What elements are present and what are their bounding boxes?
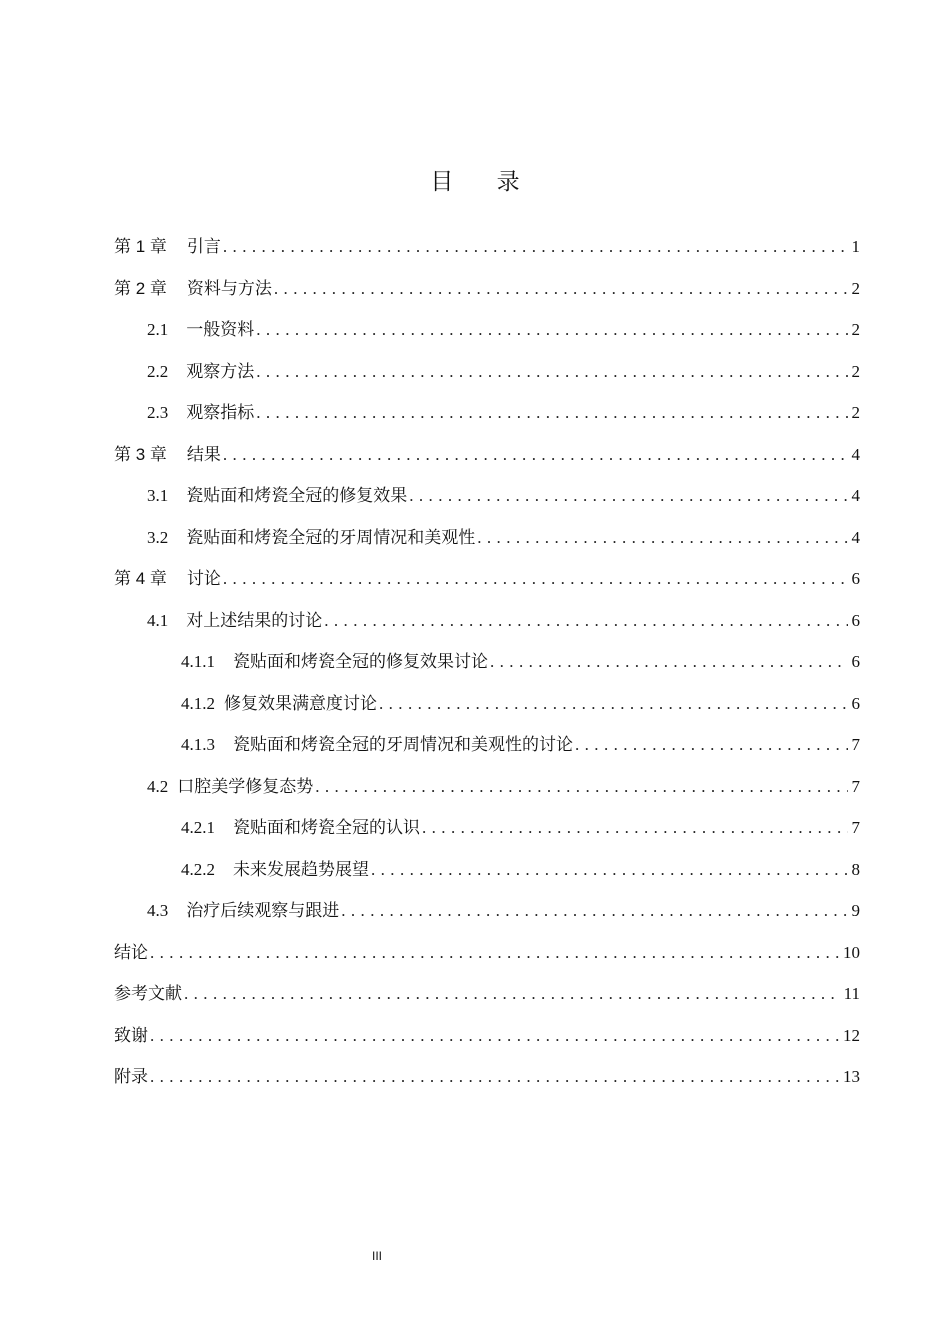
toc-entry-references[interactable] — [114, 983, 860, 1025]
toc-entry-page: 11 — [843, 984, 860, 1003]
toc-entry-page: 1 — [851, 237, 860, 256]
toc-entry-label: 引言 — [186, 237, 221, 256]
toc-entry-conclusion[interactable] — [114, 942, 860, 984]
toc-entry-4-2-1[interactable] — [114, 817, 860, 859]
toc-entry-3-2[interactable] — [114, 527, 860, 569]
toc-entry-label: 致谢 — [114, 1025, 148, 1045]
toc-entry-page: 4 — [851, 527, 860, 547]
toc-entry-number: 2.2 — [147, 361, 169, 381]
toc-entry-number: 第 3 章 — [114, 444, 167, 464]
toc-dot-leader — [256, 402, 847, 424]
toc-entry-label: 资料与方法 — [186, 278, 272, 298]
toc-entry-page: 13 — [843, 1067, 860, 1086]
toc-entry-page: 12 — [843, 1025, 860, 1045]
toc-entry-page: 10 — [843, 942, 860, 962]
toc-entry-4-2-2[interactable] — [114, 859, 860, 901]
toc-entry-number: 第 4 章 — [114, 569, 167, 588]
toc-entry-page: 6 — [851, 569, 860, 588]
toc-entry-number: 3.2 — [147, 527, 169, 547]
toc-entry-page: 4 — [851, 444, 860, 464]
toc-dot-leader — [223, 236, 848, 258]
toc-entry-2-3[interactable] — [114, 402, 860, 444]
toc-entry-page: 2 — [851, 361, 860, 381]
footer-page-number: III — [371, 1249, 382, 1263]
toc-dot-leader — [422, 817, 848, 839]
toc-entry-chapter-2[interactable] — [114, 278, 860, 320]
toc-entry-number: 4.2 — [147, 776, 169, 796]
toc-entry-label: 瓷贴面和烤瓷全冠的修复效果讨论 — [233, 652, 488, 671]
toc-entry-page: 7 — [851, 818, 860, 837]
toc-dot-leader — [341, 900, 847, 922]
toc-entry-4-1-2[interactable] — [114, 693, 860, 735]
toc-entry-page: 6 — [851, 610, 860, 630]
toc-dot-leader — [256, 361, 847, 383]
toc-entry-number: 4.2.1 — [181, 818, 215, 837]
toc-entry-page: 4 — [851, 486, 860, 505]
toc-entry-3-1[interactable] — [114, 485, 860, 527]
toc-entry-page: 6 — [851, 652, 860, 671]
toc-entry-page: 9 — [851, 901, 860, 920]
toc-entry-page: 8 — [851, 859, 860, 879]
toc-entry-label: 观察方法 — [186, 361, 255, 381]
toc-entry-4-3[interactable] — [114, 900, 860, 942]
toc-entry-2-2[interactable] — [114, 361, 860, 403]
toc-entry-label: 结论 — [114, 942, 148, 962]
toc-entry-chapter-1[interactable] — [114, 236, 860, 278]
toc-entry-label: 未来发展趋势展望 — [233, 859, 369, 879]
toc-dot-leader — [274, 278, 848, 300]
toc-title: 目 录 — [430, 169, 538, 195]
toc-entry-number: 4.2.2 — [181, 859, 215, 879]
toc-entry-number: 4.1.2 — [181, 693, 215, 713]
toc-dot-leader — [256, 319, 847, 341]
toc-entry-label: 口腔美学修复态势 — [177, 776, 314, 796]
toc-dot-leader — [371, 859, 848, 881]
toc-entry-number: 第 1 章 — [114, 237, 167, 256]
toc-entry-number: 第 2 章 — [114, 278, 167, 298]
toc-entry-page: 7 — [851, 735, 860, 754]
table-of-contents — [114, 236, 860, 1108]
toc-entry-label: 一般资料 — [186, 320, 255, 339]
toc-entry-label: 瓷贴面和烤瓷全冠的认识 — [233, 818, 420, 837]
toc-entry-2-1[interactable] — [114, 319, 860, 361]
toc-entry-number: 4.1.1 — [181, 652, 215, 671]
toc-entry-page: 2 — [851, 320, 860, 339]
toc-entry-label: 参考文献 — [114, 984, 182, 1003]
toc-entry-number: 4.1.3 — [181, 735, 215, 754]
toc-dot-leader — [490, 651, 848, 673]
toc-entry-4-2[interactable] — [114, 776, 860, 818]
toc-entry-label: 修复效果满意度讨论 — [224, 693, 377, 713]
toc-entry-appendix[interactable] — [114, 1066, 860, 1108]
toc-entry-chapter-3[interactable] — [114, 444, 860, 486]
toc-entry-label: 瓷贴面和烤瓷全冠的牙周情况和美观性 — [186, 527, 476, 547]
toc-entry-label: 附录 — [114, 1067, 148, 1086]
toc-dot-leader — [150, 942, 839, 964]
toc-entry-label: 讨论 — [186, 569, 221, 588]
toc-entry-number: 2.1 — [147, 320, 169, 339]
toc-entry-number: 2.3 — [147, 403, 169, 422]
toc-entry-page: 7 — [851, 776, 860, 796]
toc-dot-leader — [184, 983, 840, 1005]
toc-entry-number: 4.3 — [147, 901, 169, 920]
toc-dot-leader — [315, 776, 847, 798]
toc-entry-page: 2 — [851, 278, 860, 298]
toc-dot-leader — [575, 734, 848, 756]
toc-entry-label: 瓷贴面和烤瓷全冠的修复效果 — [186, 486, 408, 505]
toc-entry-number: 4.1 — [147, 610, 169, 630]
toc-dot-leader — [223, 568, 848, 590]
toc-entry-4-1[interactable] — [114, 610, 860, 652]
toc-entry-label: 观察指标 — [186, 403, 255, 422]
toc-dot-leader — [150, 1025, 839, 1047]
toc-entry-label: 对上述结果的讨论 — [186, 610, 323, 630]
toc-dot-leader — [150, 1066, 839, 1088]
toc-entry-number: 3.1 — [147, 486, 169, 505]
toc-dot-leader — [223, 444, 848, 466]
toc-entry-page: 6 — [851, 693, 860, 713]
toc-entry-4-1-3[interactable] — [114, 734, 860, 776]
toc-entry-4-1-1[interactable] — [114, 651, 860, 693]
toc-dot-leader — [379, 693, 848, 715]
toc-entry-page: 2 — [851, 403, 860, 422]
toc-dot-leader — [324, 610, 847, 632]
toc-entry-acknowledgements[interactable] — [114, 1025, 860, 1067]
toc-dot-leader — [409, 485, 847, 507]
toc-entry-label: 结果 — [186, 444, 221, 464]
toc-dot-leader — [477, 527, 847, 549]
toc-entry-chapter-4[interactable] — [114, 568, 860, 610]
toc-entry-label: 治疗后续观察与跟进 — [186, 901, 340, 920]
toc-entry-label: 瓷贴面和烤瓷全冠的牙周情况和美观性的讨论 — [233, 735, 573, 754]
